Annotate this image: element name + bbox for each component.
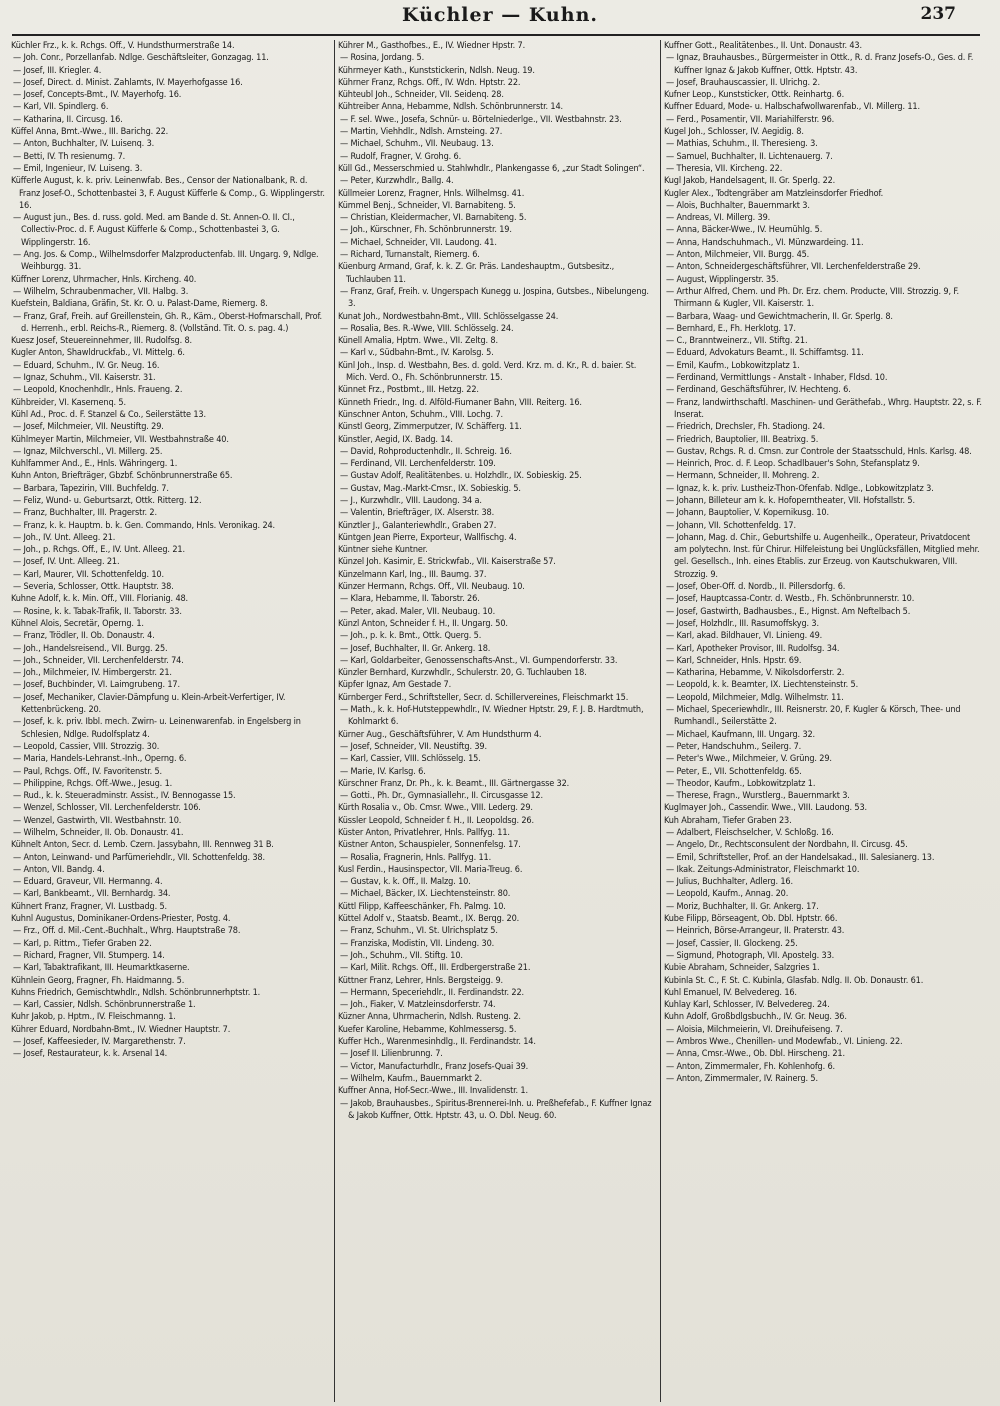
directory-entry: — Martin, Viehhdlr., Ndlsh. Arnsteing. 27. xyxy=(340,127,503,138)
directory-entry: — Math., k. k. Hof-Hutsteppewhdlr., IV. Wiedner Hptstr. 29, F. J. B. Hardtmuth, Kohlmarkt 6. xyxy=(340,705,644,728)
directory-entry: — Leopold, k. k. Beamter, IX. Liechtensteinstr. 5. xyxy=(666,680,859,691)
directory-entry: Kubie Abraham, Schneider, Salzgries 1. xyxy=(664,963,820,974)
directory-entry: Kührmeyer Kath., Kunststickerin, Ndlsh. Neug. 19. xyxy=(338,65,535,76)
directory-entry: — Josef, Milchmeier, VII. Neustiftg. 29. xyxy=(13,422,164,433)
directory-entry: — Anton, Buchhalter, IV. Luisenq. 3. xyxy=(13,139,155,150)
directory-entry: — Peter, E., VII. Schottenfeldg. 65. xyxy=(666,766,802,777)
directory-entry: — Michael, Kaufmann, III. Ungarg. 32. xyxy=(666,729,816,740)
directory-entry: — Karl, Milit. Rchgs. Off., III. Erdbergerstraße 21. xyxy=(340,963,531,974)
directory-entry: Kührer Eduard, Nordbahn-Bmt., IV. Wiedner Hauptstr. 7. xyxy=(11,1024,231,1035)
directory-entry: — Joh., Milchmeier, IV. Himbergerstr. 21. xyxy=(13,668,172,679)
directory-entry: — David, Rohproductenhdlr., II. Schreig. 16. xyxy=(340,446,512,457)
directory-entry: Küffel Anna, Bmt.-Wwe., III. Barichg. 22. xyxy=(11,127,169,138)
directory-entry: Küll Gd., Messerschmied u. Stahlwhdlr., Plankengasse 6, „zur Stadt Solingen“. xyxy=(338,163,645,174)
directory-entry: — Karl, akad. Bildhauer, VI. Linieng. 49. xyxy=(666,631,823,642)
directory-entry: — Frz., Off. d. Mil.-Cent.-Buchhalt., Whrg. Hauptstraße 78. xyxy=(13,926,241,937)
directory-entry: — Rudolf, Fragner, V. Grohg. 6. xyxy=(340,151,462,162)
directory-entry: — Karl, Schneider, Hnls. Hpstr. 69. xyxy=(666,655,802,666)
directory-entry: Künzer Hermann, Rchgs. Off., VII. Neubaug. 10. xyxy=(338,582,525,593)
directory-entry: — Mathias, Schuhm., II. Theresieng. 3. xyxy=(666,139,818,150)
directory-entry: — Rosine, k. k. Tabak-Trafik, II. Taborstr. 33. xyxy=(13,606,182,617)
directory-entry: — Ferdinand, Vermittlungs - Anstalt - Inhaber, Fldsd. 10. xyxy=(666,373,888,384)
directory-entry: — Victor, Manufacturhdlr., Franz Josefs-Quai 39. xyxy=(340,1061,529,1072)
directory-entry: Küssler Leopold, Schneider f. H., II. Leopoldsg. 26. xyxy=(338,815,534,826)
directory-entry: — Rosina, Jordang. 5. xyxy=(340,53,425,64)
directory-entry: Kuhnl Augustus, Dominikaner-Ordens-Priester, Postg. 4. xyxy=(11,914,231,925)
directory-entry: Künstler, Aegid, IX. Badg. 14. xyxy=(338,434,453,445)
directory-entry: Künneth Friedr., Ing. d. Alföld-Fiumaner Bahn, VIII. Reiterg. 16. xyxy=(338,397,582,408)
directory-entry: — Arthur Alfred, Chem. und Ph. Dr. Erz. chem. Producte, VIII. Strozzig. 9, F. Thirmann & Kugler, VII. Kaiserstr. 1. xyxy=(666,286,959,310)
directory-entry: — Karl, Tabaktrafikant, III. Heumarktkaserne. xyxy=(13,963,190,974)
column-2 xyxy=(334,40,660,1402)
directory-entry: Kugler Alex., Todtengräber am Matzleinsdorfer Friedhof. xyxy=(664,188,884,199)
directory-entry: — Peter, akad. Maler, VII. Neubaug. 10. xyxy=(340,606,496,617)
directory-entry: — Johann, Billeteur am k. k. Hofoperntheater, VII. Hofstallstr. 5. xyxy=(666,495,915,506)
directory-entry: — Johann, Bauptolier, V. Kopernikusg. 10. xyxy=(666,508,829,519)
directory-entry: — Josef II. Lilienbrunng. 7. xyxy=(340,1049,443,1060)
directory-entry: — Franz, Schuhm., VI. St. Ulrichsplatz 5. xyxy=(340,926,498,937)
directory-entry: Kunat Joh., Nordwestbahn-Bmt., VIII. Schlösselgasse 24. xyxy=(338,311,559,322)
directory-entry: Küntner siehe Kuntner. xyxy=(338,545,428,556)
directory-entry: — Emil, Schriftsteller, Prof. an der Handelsakad., III. Salesianerg. 13. xyxy=(666,852,935,863)
directory-entry: — Gustav Adolf, Realitätenbes. u. Holzhdlr., IX. Sobieskig. 25. xyxy=(340,471,582,482)
column-3 xyxy=(660,40,986,1402)
directory-entry: — Johann, VII. Schottenfeldg. 17. xyxy=(666,520,796,531)
directory-entry: — Christian, Kleidermacher, VI. Barnabiteng. 5. xyxy=(340,213,527,224)
directory-entry: — Eduard, Schuhm., IV. Gr. Neug. 16. xyxy=(13,360,160,371)
directory-entry: Künnet Frz., Postbmt., III. Hetzg. 22. xyxy=(338,385,479,396)
directory-entry: — Michael, Speceriewhdlr., III. Reisnerstr. 20, F. Kugler & Körsch, Thee- und Rumhandl., Seilerstätte 2. xyxy=(666,705,961,728)
directory-entry: — Anna, Bäcker-Wwe., IV. Heumühlg. 5. xyxy=(666,225,823,236)
directory-entry: — Ignaz, k. k. priv. Lustheiz-Thon-Ofenfab. Ndlge., Lobkowitzplatz 3. xyxy=(666,483,934,494)
directory-entry: — Ignaz, Milchverschl., VI. Millerg. 25. xyxy=(13,446,163,457)
directory-entry: — Wenzel, Gastwirth, VII. Westbahnstr. 10. xyxy=(13,815,182,826)
directory-entry: — Anton, Schneidergeschäftsführer, VII. Lerchenfelderstraße 29. xyxy=(666,262,921,273)
directory-entry: — Josef, Buchhalter, II. Gr. Ankerg. 18. xyxy=(340,643,491,654)
directory-entry: — Bernhard, E., Fh. Herklotg. 17. xyxy=(666,323,796,334)
directory-entry: — Josef, Cassier, II. Glockeng. 25. xyxy=(666,938,798,949)
directory-entry: — Philippine, Rchgs. Off.-Wwe., Jesug. 1. xyxy=(13,778,173,789)
directory-entry: — Josef, Buchbinder, VI. Laimgrubeng. 17. xyxy=(13,680,180,691)
directory-entry: — August, Wipplingerstr. 35. xyxy=(666,274,779,285)
directory-entry: — Anna, Cmsr.-Wwe., Ob. Dbl. Hirscheng. 21. xyxy=(666,1049,845,1060)
directory-entry: — Rosalia, Bes. R.-Wwe, VIII. Schlösselg. 24. xyxy=(340,323,514,334)
directory-entry: — Anna, Handschuhmach., VI. Münzwardeing. 11. xyxy=(666,237,864,248)
directory-entry: Kuhn Adolf, Großbdlgsbuchh., IV. Gr. Neug. 36. xyxy=(664,1012,847,1023)
directory-entry: — Betti, IV. Th resienumg. 7. xyxy=(13,151,126,162)
directory-entry: — Joh., Schuhm., VII. Stiftg. 10. xyxy=(340,950,463,961)
directory-entry: Küzner Anna, Uhrmacherin, Ndlsh. Rusteng. 2. xyxy=(338,1012,521,1023)
directory-entry: Kuffner Gott., Realitätenbes., II. Unt. Donaustr. 43. xyxy=(664,41,862,51)
directory-entry: Kuhne Adolf, k. k. Min. Off., VIII. Florianig. 48. xyxy=(11,594,188,605)
directory-entry: — Heinrich, Börse-Arrangeur, II. Praterstr. 43. xyxy=(666,926,845,937)
directory-entry: — Josef, Concepts-Bmt., IV. Mayerhofg. 16. xyxy=(13,90,182,101)
directory-entry: Kufner Leop., Kunststicker, Ottk. Reinhartg. 6. xyxy=(664,90,845,101)
directory-entry: Kühnelt Anton, Secr. d. Lemb. Czern. Jassybahn, III. Rennweg 31 B. xyxy=(11,840,274,851)
directory-entry: — Karl, VII. Spindlerg. 6. xyxy=(13,102,109,113)
directory-entry: — Heinrich, Proc. d. F. Leop. Schadlbauer's Sohn, Stefansplatz 9. xyxy=(666,459,920,470)
page-number: 237 xyxy=(920,4,956,24)
directory-entry: Kuhl Emanuel, IV. Belvedereg. 16. xyxy=(664,987,797,998)
directory-entry: — Karl v., Südbahn-Bmt., IV. Karolsg. 5. xyxy=(340,348,494,359)
directory-entry: — Karl, Goldarbeiter, Genossenschafts-Anst., VI. Gumpendorferstr. 33. xyxy=(340,655,618,666)
directory-entry: — Alois, Buchhalter, Bauernmarkt 3. xyxy=(666,200,810,211)
directory-entry: — Franz, Trödler, II. Ob. Donaustr. 4. xyxy=(13,631,155,642)
directory-entry: Kühtreiber Anna, Hebamme, Ndlsh. Schönbrunnerstr. 14. xyxy=(338,102,563,113)
directory-entry: — Gotti., Ph. Dr., Gymnasiallehr., II. Circusgasse 12. xyxy=(340,791,543,802)
directory-entry: Küstner Anton, Schauspieler, Sonnenfelsg. 17. xyxy=(338,840,521,851)
directory-entry: — Ang. Jos. & Comp., Wilhelmsdorfer Malzproductenfab. III. Ungarg. 9, Ndlge. Weihburgg. 31. xyxy=(13,250,319,273)
running-title: Küchler — Kuhn. xyxy=(402,4,598,26)
directory-entry: Künstl Georg, Zimmerputzer, IV. Schäfferg. 11. xyxy=(338,422,522,433)
directory-entry: Küllmeier Lorenz, Fragner, Hnls. Wilhelmsg. 41. xyxy=(338,188,525,199)
directory-entry: Kühlmeyer Martin, Milchmeier, VII. Westbahnstraße 40. xyxy=(11,434,229,445)
directory-entry: — Anton, Zimmermaler, Fh. Kohlenhofg. 6. xyxy=(666,1061,836,1072)
directory-entry: Kube Filipp, Börseagent, Ob. Dbl. Hptstr. 66. xyxy=(664,914,838,925)
directory-entry: Künschner Anton, Schuhm., VIII. Lochg. 7. xyxy=(338,409,503,420)
directory-entry: — Ambros Wwe., Chenillen- und Modewfab., VI. Linieng. 22. xyxy=(666,1037,903,1048)
directory-entry: — Feliz, Wund- u. Geburtsarzt, Ottk. Ritterg. 12. xyxy=(13,495,202,506)
directory-entry: — Joh., IV. Unt. Alleeg. 21. xyxy=(13,532,116,543)
directory-entry: — Severia, Schlosser, Ottk. Hauptstr. 38. xyxy=(13,582,174,593)
directory-entry: Kuhr Jakob, p. Hptm., IV. Fleischmanng. 1. xyxy=(11,1012,176,1023)
page-header xyxy=(0,2,1000,32)
directory-entry: — Josef, Schneider, VII. Neustiftg. 39. xyxy=(340,741,487,752)
directory-entry: Kürth Rosalia v., Ob. Cmsr. Wwe., VIII. Lederg. 29. xyxy=(338,803,533,814)
directory-entry: — Ignaz, Schuhm., VII. Kaiserstr. 31. xyxy=(13,373,156,384)
directory-entry: — Moriz, Buchhalter, II. Gr. Ankerg. 17. xyxy=(666,901,819,912)
directory-entry: — Gustav, Rchgs. R. d. Cmsn. zur Controle der Staatsschuld, Hnls. Karlsg. 48. xyxy=(666,446,972,457)
directory-entry: — Michael, Schuhm., VII. Neubaug. 13. xyxy=(340,139,494,150)
directory-entry: Kühnert Franz, Fragner, VI. Lustbadg. 5. xyxy=(11,901,168,912)
directory-entry: — Leopold, Milchmeier, Mdlg. Wilhelmstr. 11. xyxy=(666,692,844,703)
directory-entry: — Karl, Maurer, VII. Schottenfeldg. 10. xyxy=(13,569,164,580)
directory-entry: — Josef, Brauhauscassier, II. Ulrichg. 2. xyxy=(666,77,820,88)
directory-entry: — Josef, Mechaniker, Clavier-Dämpfung u. Klein-Arbeit-Verfertiger, IV. Kettenbrückeng. 20. xyxy=(13,692,286,716)
directory-entry: — Rosalia, Fragnerin, Hnls. Pallfyg. 11. xyxy=(340,852,492,863)
directory-entry: — Joh., Fiaker, V. Matzleinsdorferstr. 74. xyxy=(340,1000,496,1011)
directory-entry: — Angelo, Dr., Rechtsconsulent der Nordbahn, II. Circusg. 45. xyxy=(666,840,908,851)
directory-entry: — Karl, p. Rittm., Tiefer Graben 22. xyxy=(13,938,152,949)
directory-entry: Künl Joh., Insp. d. Westbahn, Bes. d. gold. Verd. Krz. m. d. Kr., R. d. baier. St. Mich. Verd. O., Fh. Schönbrunnerstr. 15. xyxy=(338,360,637,384)
directory-entry: Kuefstein, Baldiana, Gräfin, St. Kr. O. u. Palast-Dame, Riemerg. 8. xyxy=(11,299,268,310)
directory-entry: — Franz, landwirthschaftl. Maschinen- und Geräthefab., Whrg. Hauptstr. 22, s. F. Inserat. xyxy=(666,397,982,420)
directory-entry: — Anton, Milchmeier, VII. Burgg. 45. xyxy=(666,250,810,261)
directory-entry: — Friedrich, Drechsler, Fh. Stadiong. 24. xyxy=(666,422,825,433)
directory-entry: — Josef, Gastwirth, Badhausbes., E., Hignst. Am Neftelbach 5. xyxy=(666,606,911,617)
directory-entry: Küfferle August, k. k. priv. Leinenwfab. Bes., Censor der Nationalbank, R. d. Franz Josef-O., Schottenbastei 3, F. August Küfferle & Comp., G. Wipplingerstr. 16. xyxy=(11,176,325,211)
directory-entry: — Ferdinand, VII. Lerchenfelderstr. 109. xyxy=(340,459,496,470)
directory-entry: — Joh., p. k. k. Bmt., Ottk. Querg. 5. xyxy=(340,631,482,642)
directory-entry: Kürnberger Ferd., Schriftsteller, Secr. d. Schillervereines, Fleischmarkt 15. xyxy=(338,692,629,703)
directory-entry: Kuhlay Karl, Schlosser, IV. Belvedereg. 24. xyxy=(664,1000,830,1011)
directory-entry: — Karl, Bankbeamt., VII. Bernhardg. 34. xyxy=(13,889,171,900)
directory-entry: Künzler Bernhard, Kurzwhdlr., Schulerstr. 20, G. Tuchlauben 18. xyxy=(338,668,587,679)
directory-entry: — Anton, VII. Bandg. 4. xyxy=(13,864,105,875)
directory-entry: Küchler Frz., k. k. Rchgs. Off., V. Hundsthurmerstraße 14. xyxy=(11,41,235,51)
directory-entry: — Josef, Ober-Off. d. Nordb., II. Pillersdorfg. 6. xyxy=(666,582,846,593)
directory-entry: — Barbara, Waag- und Gewichtmacherin, II. Gr. Sperlg. 8. xyxy=(666,311,893,322)
directory-entry: Kühnel Alois, Secretär, Operng. 1. xyxy=(11,618,144,629)
directory-entry: — Katharina, II. Circusg. 16. xyxy=(13,114,123,125)
directory-entry: Küttner Franz, Lehrer, Hnls. Bergsteigg. 9. xyxy=(338,975,503,986)
directory-entry: — Josef, Kaffeesieder, IV. Margarethenstr. 7. xyxy=(13,1037,186,1048)
directory-entry: Kuefer Karoline, Hebamme, Kohlmessersg. 5. xyxy=(338,1024,517,1035)
directory-entry: — Joh., p. Rchgs. Off., E., IV. Unt. Alleeg. 21. xyxy=(13,545,185,556)
directory-entry: — Franz, Buchhalter, III. Pragerstr. 2. xyxy=(13,508,157,519)
directory-entry: Küttel Adolf v., Staatsb. Beamt., IX. Berqg. 20. xyxy=(338,914,520,925)
directory-entry: — Leopold, Kaufm., Annag. 20. xyxy=(666,889,789,900)
directory-entry: Kürner Aug., Geschäftsführer, V. Am Hundsthurm 4. xyxy=(338,729,542,740)
directory-entry: — Joh. Conr., Porzellanfab. Ndlge. Geschäftsleiter, Gonzagag. 11. xyxy=(13,53,269,64)
directory-entry: — Karl, Apotheker Provisor, III. Rudolfsg. 34. xyxy=(666,643,840,654)
directory-entry: — Eduard, Advokaturs Beamt., II. Schiffamtsg. 11. xyxy=(666,348,864,359)
columns xyxy=(8,40,988,1402)
directory-entry: — Jakob, Brauhausbes., Spiritus-Brennerei-Inh. u. Preßhefefab., F. Kuffner Ignaz & Jakob Kuffner, Ottk. Hptstr. 43, u. O. Dbl. Neug. 60. xyxy=(340,1098,652,1121)
directory-entry: — Barbara, Tapezirin, VIII. Buchfeldg. 7. xyxy=(13,483,169,494)
directory-entry: Küttl Filipp, Kaffeeschänker, Fh. Palmg. 10. xyxy=(338,901,506,912)
directory-entry: — Josef, III. Kriegler. 4. xyxy=(13,65,102,76)
directory-entry: — Paul, Rchgs. Off., IV. Favoritenstr. 5. xyxy=(13,766,162,777)
directory-entry: — F. sel. Wwe., Josefa, Schnür- u. Börtelniederlge., VII. Westbahnstr. 23. xyxy=(340,114,622,125)
directory-entry: — Katharina, Hebamme, V. Nikolsdorferstr. 2. xyxy=(666,668,845,679)
directory-entry: Kuhns Friedrich, Gemischtwhdlr., Ndlsh. Schönbrunnerhptstr. 1. xyxy=(11,987,261,998)
directory-entry: — Franz, Graf, Freih. auf Greillenstein, Gh. R., Käm., Oberst-Hofmarschall, Prof. d. Herrenh., erbl. Reichs-R., Riemerg. 8. (Vollständ. Tit. O. s. pag. 4.) xyxy=(13,311,322,334)
directory-entry: Künztler J., Galanteriewhdlr., Graben 27. xyxy=(338,520,497,531)
column-1 xyxy=(8,40,334,1402)
directory-entry: Kugl Jakob, Handelsagent, II. Gr. Sperlg. 22. xyxy=(664,176,836,187)
directory-entry: Kühteubl Joh., Schneider, VII. Seidenq. 28. xyxy=(338,90,504,101)
directory-entry: — Marie, IV. Karlsg. 6. xyxy=(340,766,426,777)
directory-entry: — Ignaz, Brauhausbes., Bürgermeister in Ottk., R. d. Franz Josefs-O., Ges. d. F. Kuffner Ignaz & Jakob Kuffner, Ottk. Hptstr. 43. xyxy=(666,53,974,76)
directory-entry: Kührer M., Gasthofbes., E., IV. Wiedner Hpstr. 7. xyxy=(338,41,526,51)
directory-entry: Kusl Ferdin., Hausinspector, VII. Maria-Treug. 6. xyxy=(338,864,523,875)
directory-entry: — Therese, Fragn., Wurstlerg., Bauernmarkt 3. xyxy=(666,791,850,802)
directory-entry: — Franziska, Modistin, VII. Lindeng. 30. xyxy=(340,938,495,949)
directory-entry: Kühnlein Georg, Fragner, Fh. Haidmanng. 5. xyxy=(11,975,185,986)
header-rule xyxy=(12,34,980,36)
directory-entry: Kuffner Eduard, Mode- u. Halbschafwollwarenfab., VI. Millerg. 11. xyxy=(664,102,920,113)
directory-entry: — Eduard, Graveur, VII. Hermanng. 4. xyxy=(13,877,163,888)
directory-entry: — Rud., k. k. Steueradminstr. Assist., IV. Bennogasse 15. xyxy=(13,791,236,802)
directory-entry: — Leopold, Cassier, VIII. Strozzig. 30. xyxy=(13,741,160,752)
directory-entry: — Emil, Kaufm., Lobkowitzplatz 1. xyxy=(666,360,800,371)
directory-entry: — Sigmund, Photograph, VII. Apostelg. 33. xyxy=(666,950,835,961)
directory-entry: Küster Anton, Privatlehrer, Hnls. Pallfyg. 11. xyxy=(338,828,510,838)
directory-entry: Kugel Joh., Schlosser, IV. Aegidig. 8. xyxy=(664,127,804,138)
directory-entry: Küntgen Jean Pierre, Exporteur, Wallfischg. 4. xyxy=(338,532,517,543)
directory-entry: — Gustav, k. k. Off., II. Malzg. 10. xyxy=(340,877,471,888)
directory-entry: Küpfer Ignaz, Am Gestade 7. xyxy=(338,680,452,691)
directory-entry: — Richard, Fragner, VII. Stumperg. 14. xyxy=(13,950,165,961)
directory-entry: — Peter's Wwe., Milchmeier, V. Grüng. 29. xyxy=(666,754,832,765)
directory-entry: — Wilhelm, Schneider, II. Ob. Donaustr. 41. xyxy=(13,828,184,838)
directory-entry: Küenburg Armand, Graf, k. k. Z. Gr. Präs. Landeshauptm., Gutsbesitz., Tuchlauben 11. xyxy=(338,262,615,285)
directory-entry: — August jun., Bes. d. russ. gold. Med. am Bande d. St. Annen-O. II. Cl., Collectiv-Proc. d. F. August Küfferle & Comp., Schottenbastei 3, G. Wipplingerstr. 16. xyxy=(13,213,295,248)
directory-entry: Kuffer Hch., Warenmesinhdlg., II. Ferdinandstr. 14. xyxy=(338,1037,536,1048)
directory-entry: — Josef, Holzhdlr., III. Rasumoffskyg. 3. xyxy=(666,618,819,629)
directory-entry: — C., Branntweinerz., VII. Stiftg. 21. xyxy=(666,336,808,347)
directory-entry: — Richard, Turnanstalt, Riemerg. 6. xyxy=(340,250,480,261)
directory-entry: — Anton, Leinwand- und Parfümeriehdlr., VII. Schottenfeldg. 38. xyxy=(13,852,265,863)
directory-entry: — Peter, Handschuhm., Seilerg. 7. xyxy=(666,741,802,752)
directory-entry: Kuhlfammer And., E., Hnls. Währingerg. 1. xyxy=(11,459,178,470)
directory-entry: — Valentin, Briefträger, IX. Alserstr. 38. xyxy=(340,508,495,519)
directory-entry: Kümmel Benj., Schneider, VI. Barnabiteng. 5. xyxy=(338,200,516,211)
directory-entry: — Karl, Cassier, Ndlsh. Schönbrunnerstraße 1. xyxy=(13,1000,196,1011)
directory-entry: — Maria, Handels-Lehranst.-Inh., Operng. 6. xyxy=(13,754,187,765)
directory-entry: — Wilhelm, Schraubenmacher, VII. Halbg. 3. xyxy=(13,286,189,297)
directory-entry: Kührner Franz, Rchgs. Off., IV. Wdn. Hptstr. 22. xyxy=(338,77,521,88)
directory-entry: — Aloisia, Milchmeierin, VI. Dreihufeiseng. 7. xyxy=(666,1024,843,1035)
directory-entry: Künzel Joh. Kasimir, E. Strickwfab., VII. Kaiserstraße 57. xyxy=(338,557,556,568)
directory-entry: Künell Amalia, Hptm. Wwe., VII. Zeltg. 8. xyxy=(338,336,498,347)
directory-entry: Künzl Anton, Schneider f. H., II. Ungarg. 50. xyxy=(338,618,508,629)
directory-entry: — Andreas, VI. Millerg. 39. xyxy=(666,213,771,224)
directory-entry: Kühbreider, VI. Kasernenq. 5. xyxy=(11,397,126,408)
directory-entry: Küffner Lorenz, Uhrmacher, Hnls. Kircheng. 40. xyxy=(11,274,197,285)
directory-entry: Kubinla St. C., F. St. C. Kubinla, Glasfab. Ndlg. II. Ob. Donaustr. 61. xyxy=(664,975,924,986)
directory-entry: Kürschner Franz, Dr. Ph., k. k. Beamt., III. Gärtnergasse 32. xyxy=(338,778,570,789)
directory-entry: — Leopold, Knochenhdlr., Hnls. Fraueng. 2. xyxy=(13,385,183,396)
directory-entry: — Hermann, Speceriehdlr., II. Ferdinandstr. 22. xyxy=(340,987,524,998)
directory-entry: — Friedrich, Bauptolier, III. Beatrixg. 5. xyxy=(666,434,819,445)
directory-entry: — Adalbert, Fleischselcher, V. Schloßg. 16. xyxy=(666,828,834,838)
directory-entry: — Karl, Cassier, VIII. Schlösselg. 15. xyxy=(340,754,481,765)
directory-entry: — Josef, Restaurateur, k. k. Arsenal 14. xyxy=(13,1049,168,1060)
directory-entry: — Ferd., Posamentir, VII. Mariahilferstr. 96. xyxy=(666,114,835,125)
directory-entry: — Theodor, Kaufm., Lobkowitzplatz 1. xyxy=(666,778,816,789)
directory-entry: — Josef, IV. Unt. Alleeg. 21. xyxy=(13,557,120,568)
directory-entry: — Samuel, Buchhalter, II. Lichtenauerg. 7. xyxy=(666,151,833,162)
directory-entry: — Hermann, Schneider, II. Mohreng. 2. xyxy=(666,471,820,482)
directory-entry: — Joh., Handelsreisend., VII. Burgg. 25. xyxy=(13,643,168,654)
directory-entry: — Josef, Direct. d. Minist. Zahlamts, IV. Mayerhofgasse 16. xyxy=(13,77,243,88)
directory-entry: Kuglmayer Joh., Cassendir. Wwe., VIII. Laudong. 53. xyxy=(664,803,867,814)
directory-entry: — J., Kurzwhdlr., VIII. Laudong. 34 a. xyxy=(340,495,482,506)
directory-entry: Kugler Anton, Shawldruckfab., VI. Mittelg. 6. xyxy=(11,348,185,359)
directory-entry: Kuhn Anton, Briefträger, Gbzbf. Schönbrunnerstraße 65. xyxy=(11,471,233,482)
directory-entry: Kühl Ad., Proc. d. F. Stanzel & Co., Seilerstätte 13. xyxy=(11,409,206,420)
directory-entry: — Wenzel, Schlosser, VII. Lerchenfelderstr. 106. xyxy=(13,803,201,814)
directory-entry: — Josef, k. k. priv. Ibbl. mech. Zwirn- u. Leinenwarenfab. in Engelsberg in Schlesien, Ndlge. Rudolfsplatz 4. xyxy=(13,717,301,740)
directory-entry: — Johann, Mag. d. Chir., Geburtshilfe u. Augenheilk., Operateur, Privatdocent am polytechn. Inst. für Chirur. Hilfeleistung bei Unglücksfällen, Mitglied mehr. gel. Gesellsch., Inh. eines Etablis. zur Erzeug. von Kautschukwaren, VIII. Strozzig. 9. xyxy=(666,532,980,580)
directory-entry: Kuesz Josef, Steuereinnehmer, III. Rudolfsg. 8. xyxy=(11,336,193,347)
directory-entry: — Emil, Ingenieur, IV. Luiseng. 3. xyxy=(13,163,143,174)
directory-entry: — Peter, Kurzwhdlr., Ballg. 4. xyxy=(340,176,454,187)
directory-entry: — Klara, Hebamme, II. Taborstr. 26. xyxy=(340,594,480,605)
directory-entry: Kuh Abraham, Tiefer Graben 23. xyxy=(664,815,792,826)
directory-entry: — Joh., Schneider, VII. Lerchenfelderstr. 74. xyxy=(13,655,184,666)
directory-entry: Künzelmann Karl, Ing., III. Baumg. 37. xyxy=(338,569,487,580)
directory-entry: — Gustav, Mag.-Markt-Cmsr., IX. Sobieskig. 5. xyxy=(340,483,521,494)
directory-entry: Kuffner Anna, Hof-Secr.-Wwe., III. Invalidenstr. 1. xyxy=(338,1086,528,1097)
directory-entry: — Julius, Buchhalter, Adlerg. 16. xyxy=(666,877,793,888)
directory-entry: — Joh., Kürschner, Fh. Schönbrunnerstr. 19. xyxy=(340,225,512,236)
directory-entry: — Michael, Bäcker, IX. Liechtensteinstr. 80. xyxy=(340,889,511,900)
directory-entry: — Ferdinand, Geschäftsführer, IV. Hechteng. 6. xyxy=(666,385,851,396)
directory-entry: — Michael, Schneider, VII. Laudong. 41. xyxy=(340,237,497,248)
directory-entry: — Franz, k. k. Hauptm. b. k. Gen. Commando, Hnls. Veronikag. 24. xyxy=(13,520,276,531)
directory-entry: — Ikak. Zeitungs-Administrator, Fleischmarkt 10. xyxy=(666,864,860,875)
directory-entry: — Theresia, VII. Kircheng. 22. xyxy=(666,163,783,174)
directory-entry: — Franz, Graf, Freih. v. Ungerspach Kunegg u. Jospina, Gutsbes., Nibelungeng. 3. xyxy=(340,286,649,310)
directory-entry: — Wilhelm, Kaufm., Bauernmarkt 2. xyxy=(340,1073,482,1084)
directory-entry: — Josef, Hauptcassa-Contr. d. Westb., Fh. Schönbrunnerstr. 10. xyxy=(666,594,915,605)
directory-entry: — Anton, Zimmermaler, IV. Rainerg. 5. xyxy=(666,1073,818,1084)
